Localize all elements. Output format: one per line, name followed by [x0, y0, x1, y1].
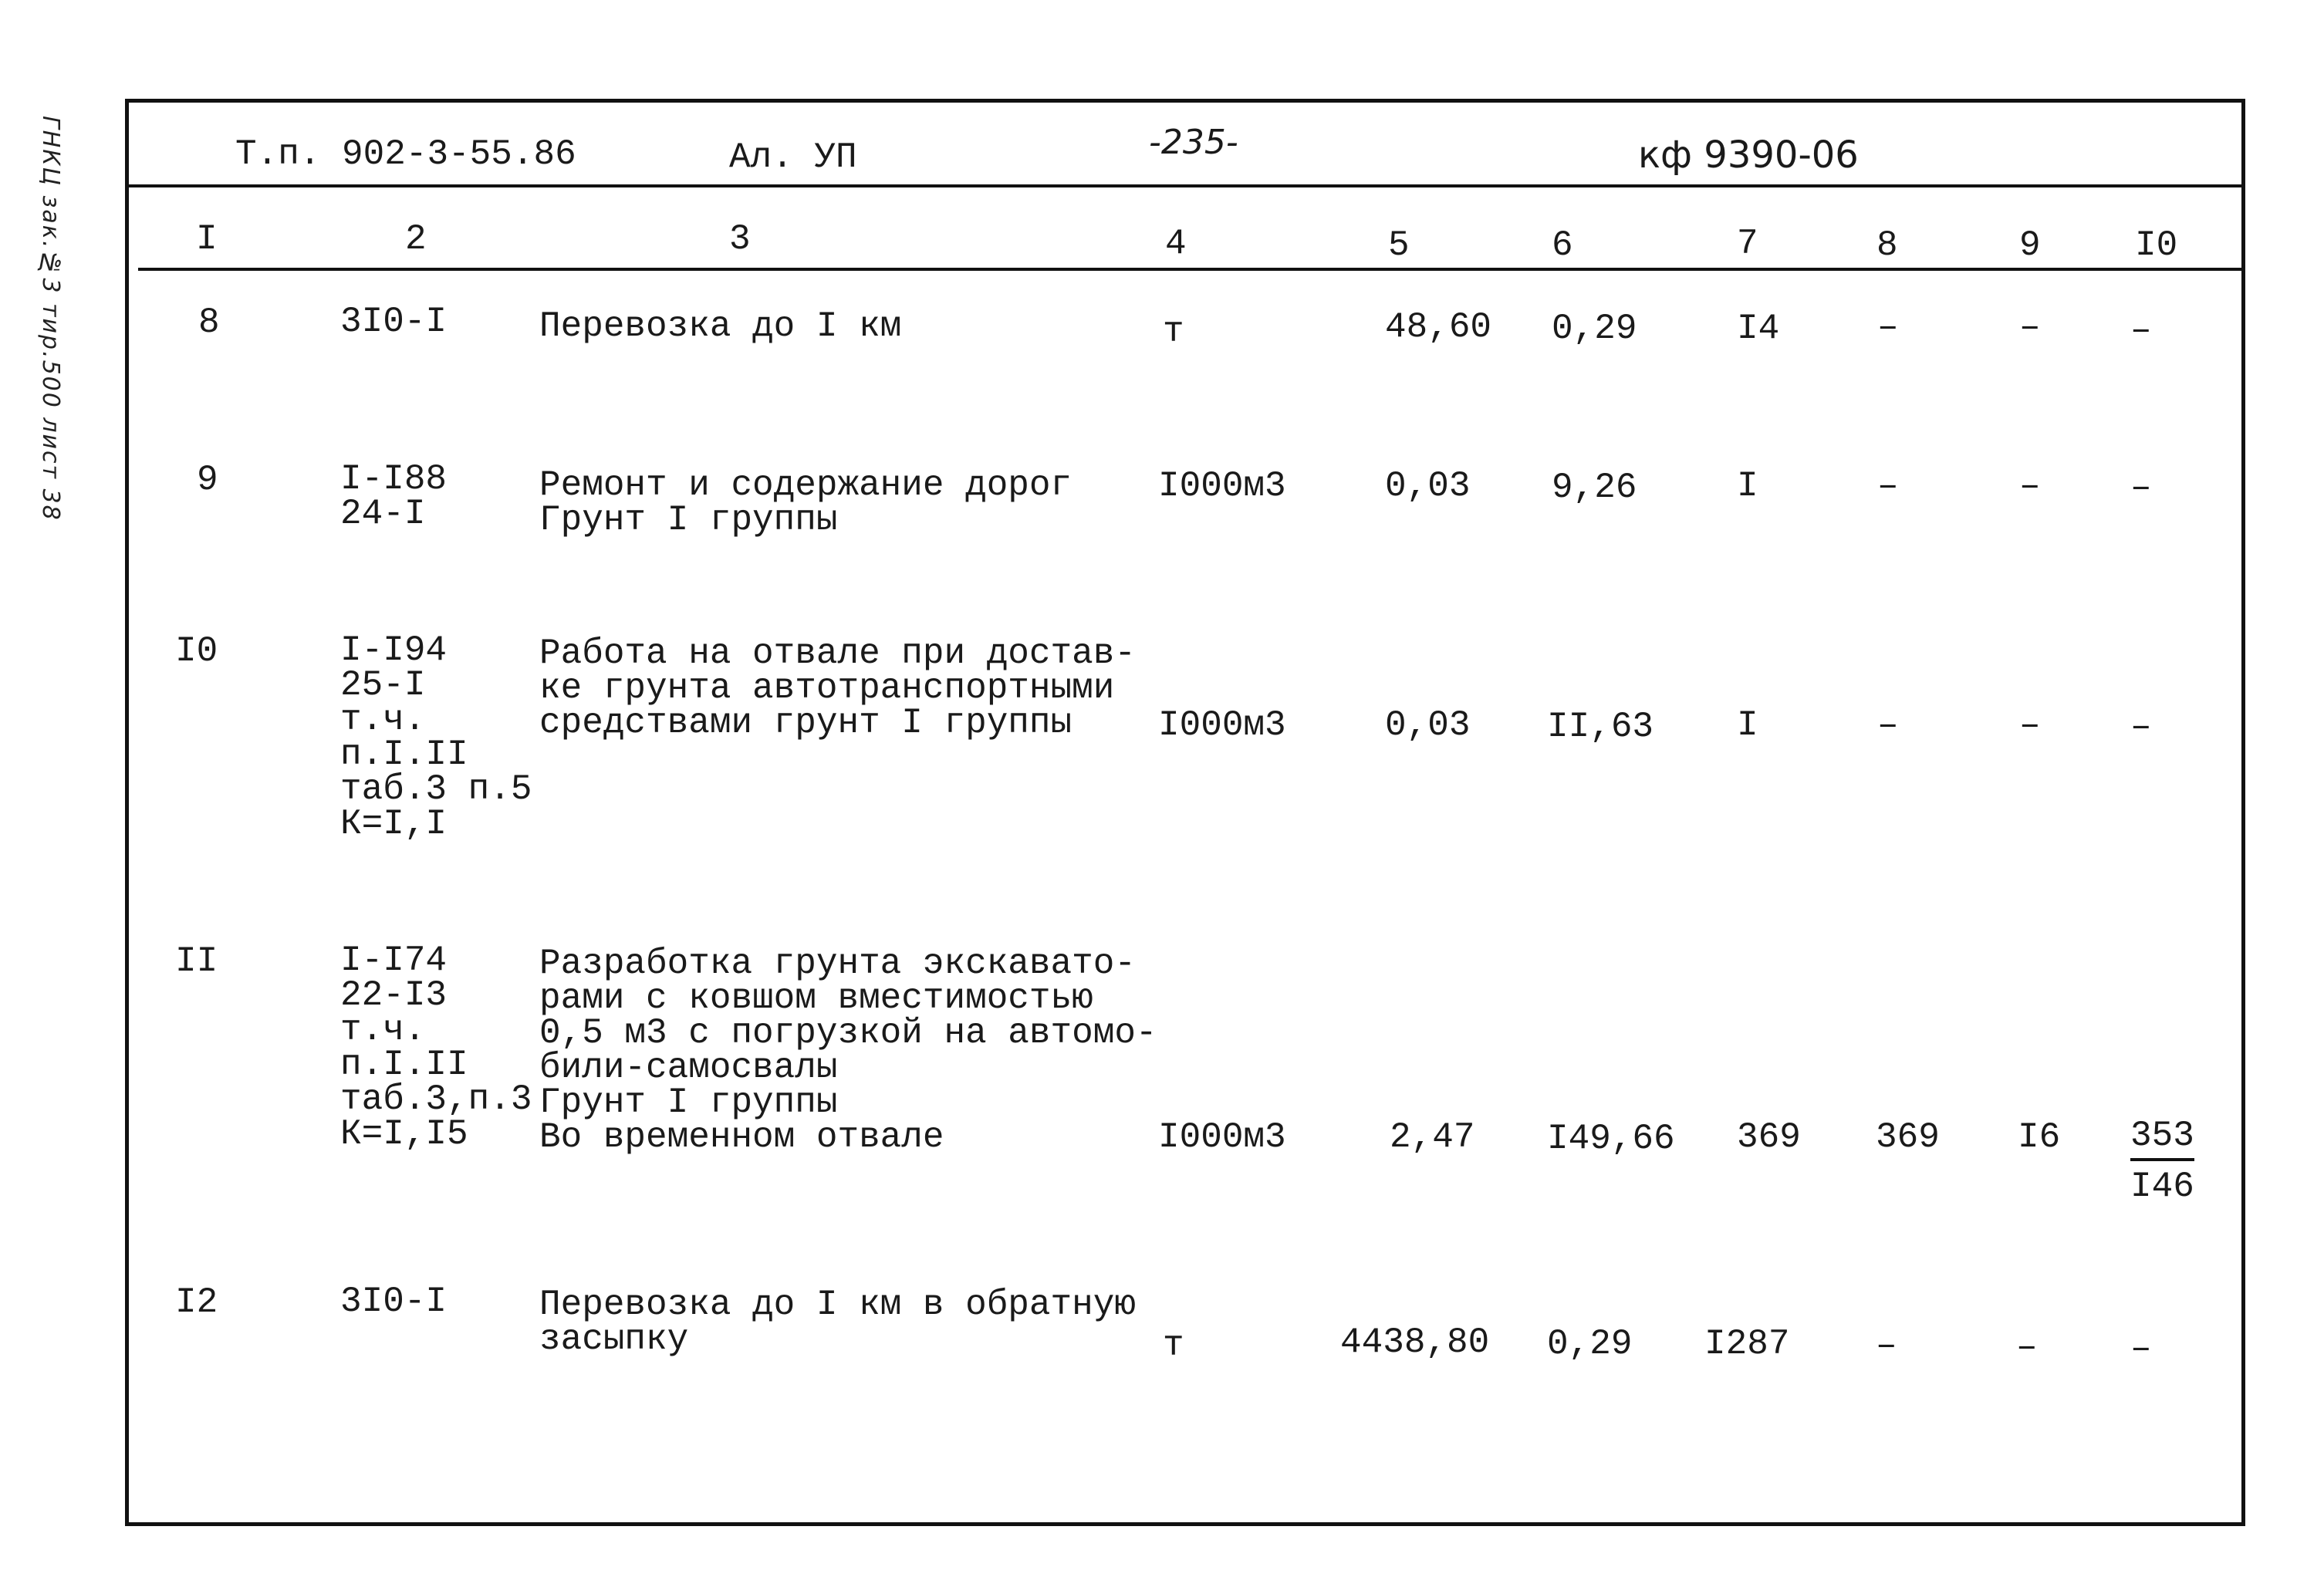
row-col-6: 0,29	[1552, 309, 1637, 349]
row-description: Перевозка до I км в обратную засыпку	[539, 1285, 1136, 1359]
project-number: Т.п. 902-3-55.86	[235, 134, 576, 174]
row-col-9: –	[2019, 307, 2041, 347]
row-col-10-fraction	[2130, 1116, 2194, 1207]
row-col-6: 0,29	[1547, 1324, 1633, 1364]
row-unit: т	[1163, 1326, 1184, 1366]
column-number-5: 5	[1388, 225, 1410, 265]
row-col-7: 369	[1737, 1117, 1801, 1157]
row-quantity: 0,03	[1385, 705, 1471, 745]
row-unit: I000м3	[1158, 1117, 1286, 1157]
row-number: I2	[175, 1282, 218, 1322]
column-number-1: I	[196, 219, 218, 259]
row-number: 8	[198, 302, 220, 343]
row-col-9: I6	[2018, 1117, 2061, 1157]
row-description: Работа на отвале при достав- ке грунта автотранспортными средствами грунт I группы	[539, 633, 1136, 743]
row-col-10: –	[2130, 707, 2152, 747]
row-unit: т	[1163, 312, 1184, 352]
document-code: кф 9390-06	[1638, 133, 1859, 177]
row-unit: I000м3	[1158, 705, 1286, 745]
row-col-8: –	[1876, 1326, 1897, 1366]
row-quantity: 48,60	[1385, 307, 1492, 347]
page-number: -235-	[1149, 123, 1238, 162]
row-description: Ремонт и содержание дорог Грунт I группы	[539, 465, 1072, 540]
row-col-9: –	[2019, 705, 2041, 745]
row-col-7: I4	[1737, 309, 1780, 349]
column-number-10: I0	[2135, 225, 2178, 265]
column-number-3: 3	[729, 219, 751, 259]
row-reference: 3I0-I	[340, 302, 448, 342]
column-number-6: 6	[1552, 225, 1573, 265]
row-number: 9	[197, 460, 218, 500]
row-reference: I-I94 25-I т.ч. п.I.II таб.3 п.5 К=I,I	[340, 630, 532, 844]
row-col-10: –	[2130, 310, 2152, 350]
row-col-8: –	[1877, 705, 1899, 745]
row-reference: 3I0-I	[340, 1282, 448, 1322]
row-col-6: I49,66	[1547, 1119, 1675, 1159]
row-col-10: –	[2130, 1329, 2152, 1369]
row-col-9: –	[2019, 466, 2041, 506]
header-divider	[129, 184, 2241, 187]
column-number-9: 9	[2019, 225, 2041, 265]
row-col-6: 9,26	[1552, 468, 1637, 508]
row-col-8: 369	[1876, 1117, 1940, 1157]
row-col-6: II,63	[1547, 707, 1654, 747]
album-label: Ал. УП	[729, 137, 857, 177]
row-number: II	[175, 941, 218, 981]
fraction-denominator: I46	[2130, 1167, 2194, 1207]
row-reference: I-I74 22-I3 т.ч. п.I.II таб.3,п.3 К=I,I5	[340, 941, 532, 1154]
column-number-4: 4	[1165, 224, 1187, 264]
row-col-8: –	[1877, 466, 1899, 506]
row-col-7: I	[1737, 466, 1758, 506]
row-number: I0	[175, 631, 218, 671]
column-number-2: 2	[405, 219, 427, 259]
row-unit: I000м3	[1158, 466, 1286, 506]
row-col-7: I	[1737, 705, 1758, 745]
row-reference: I-I88 24-I	[340, 459, 448, 534]
row-col-8: –	[1877, 307, 1899, 347]
row-col-9: –	[2016, 1327, 2038, 1367]
column-number-7: 7	[1737, 224, 1758, 264]
document-frame	[125, 99, 2245, 1526]
column-header-divider	[138, 268, 2241, 271]
side-stamp: ГНКЦ зак.№3 тир.500 лист 38	[37, 116, 64, 522]
row-description: Разработка грунта экскавато- рами с ковшом вместимостью 0,5 м3 с погрузкой на автомо- били-самосвалы Грунт I группы Во временном отвале	[539, 944, 1157, 1157]
row-col-10: –	[2130, 468, 2152, 508]
column-number-8: 8	[1876, 225, 1898, 265]
row-quantity: 4438,80	[1340, 1322, 1490, 1363]
row-description: Перевозка до I км	[539, 306, 902, 346]
row-quantity: 0,03	[1385, 466, 1471, 506]
fraction-numerator: 353	[2130, 1118, 2194, 1161]
row-col-7: I287	[1704, 1324, 1790, 1364]
row-quantity: 2,47	[1390, 1117, 1475, 1157]
